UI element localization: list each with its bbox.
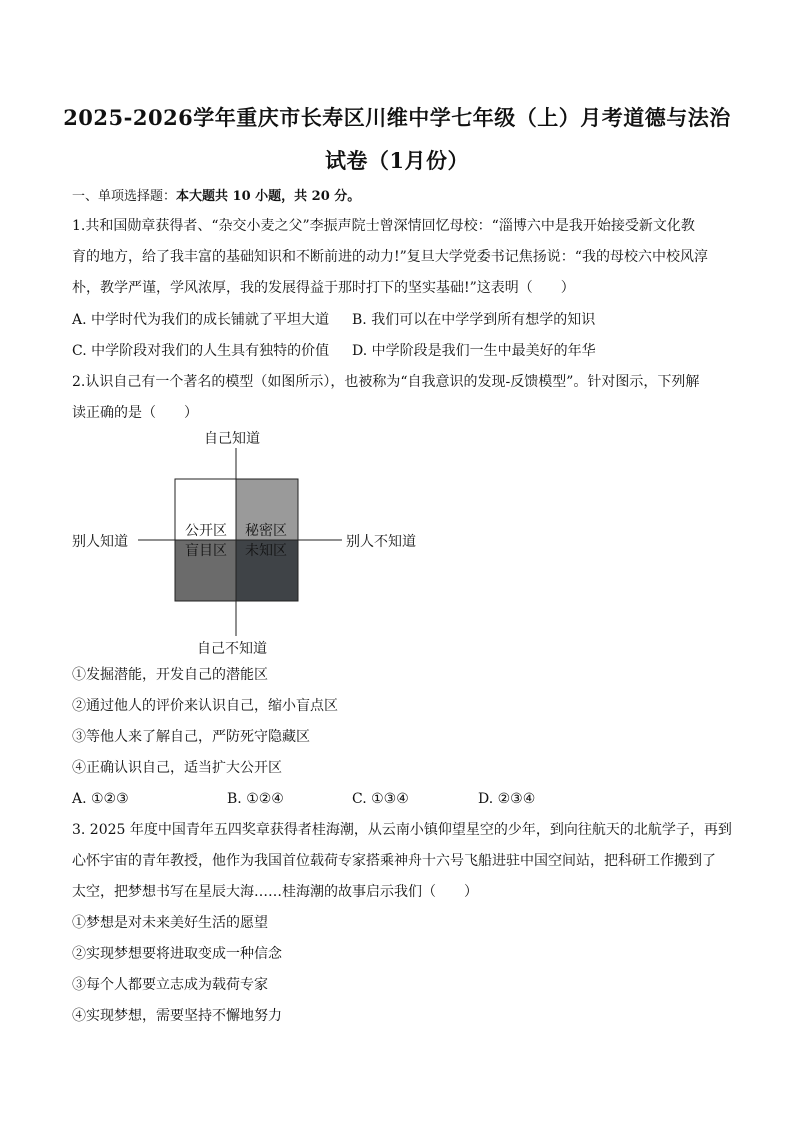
q1-option-a: A. 中学时代为我们的成长铺就了平坦大道 (72, 312, 330, 328)
q3-statement-4: ④实现梦想，需要坚持不懈地努力 (72, 1008, 282, 1024)
q2-option-a: A. ①②③ (72, 791, 129, 807)
q3-stem-line-2: 心怀宇宙的青年教授，他作为我国首位载荷专家搭乘神舟十六号飞船进驻中国空间站，把科研工作搬到了 (72, 853, 716, 869)
q1-stem-line-1: 1.共和国勋章获得者、“杂交小麦之父”李振声院士曾深情回忆母校：“淄博六中是我开始接受新文化教 (72, 218, 695, 234)
johari-window-diagram (60, 420, 480, 660)
q2-stem-line-1: 2.认识自己有一个著名的模型（如图所示），也被称为“自我意识的发现-反馈模型”。针对图示，下列解 (72, 374, 700, 390)
q1-option-b: B. 我们可以在中学学到所有想学的知识 (352, 312, 596, 328)
q2-statement-2: ②通过他人的评价来认识自己，缩小盲点区 (72, 698, 338, 714)
q1-option-c: C. 中学阶段对我们的人生具有独特的价值 (72, 343, 330, 359)
quadrant-label-open: 公开区 (185, 523, 227, 539)
exam-title-line-2: 试卷（1月份） (324, 148, 470, 173)
quadrant-label-secret: 秘密区 (245, 523, 287, 539)
q2-option-d: D. ②③④ (478, 791, 536, 807)
axis-label-self-unknown: 自己不知道 (197, 641, 267, 657)
q2-option-b: B. ①②④ (227, 791, 284, 807)
section-description: 本大题共 10 小题，共 20 分。 (176, 189, 361, 204)
q1-stem-line-3: 朴，教学严谨，学风浓厚，我的发展得益于那时打下的坚实基础!”这表明（ ） (72, 280, 575, 296)
q2-statement-4: ④正确认识自己，适当扩大公开区 (72, 760, 282, 776)
q1-stem-line-2: 育的地方，给了我丰富的基础知识和不断前进的动力!”复旦大学党委书记焦扬说：“我的母校六中校风淳 (72, 249, 708, 265)
q1-option-d: D. 中学阶段是我们一生中最美好的年华 (352, 343, 596, 359)
exam-title-line-1: 2025-2026学年重庆市长寿区川维中学七年级（上）月考道德与法治 (63, 105, 731, 130)
quadrant-label-unknown: 未知区 (245, 543, 287, 559)
q2-option-c: C. ①③④ (352, 791, 409, 807)
q3-statement-2: ②实现梦想要将进取变成一种信念 (72, 946, 282, 962)
q2-statement-3: ③等他人来了解自己，严防死守隐藏区 (72, 729, 310, 745)
axis-label-self-knows: 自己知道 (204, 431, 260, 447)
q3-stem-line-1: 3. 2025 年度中国青年五四奖章获得者桂海潮，从云南小镇仰望星空的少年，到向往航天的北航学子，再到 (72, 822, 732, 838)
axis-label-others-unknown: 别人不知道 (346, 534, 416, 550)
section-prefix: 一、单项选择题： (72, 189, 177, 204)
q2-statement-1: ①发掘潜能，开发自己的潜能区 (72, 667, 268, 683)
axis-label-others-know: 别人知道 (72, 534, 128, 550)
q3-stem-line-3: 太空，把梦想书写在星辰大海……桂海潮的故事启示我们（ ） (72, 884, 478, 900)
q2-stem-line-2: 读正确的是（ ） (72, 405, 198, 421)
quadrant-label-blind: 盲目区 (185, 543, 227, 559)
q3-statement-1: ①梦想是对未来美好生活的愿望 (72, 915, 268, 931)
q3-statement-3: ③每个人都要立志成为载荷专家 (72, 977, 268, 993)
section-heading (72, 187, 732, 207)
